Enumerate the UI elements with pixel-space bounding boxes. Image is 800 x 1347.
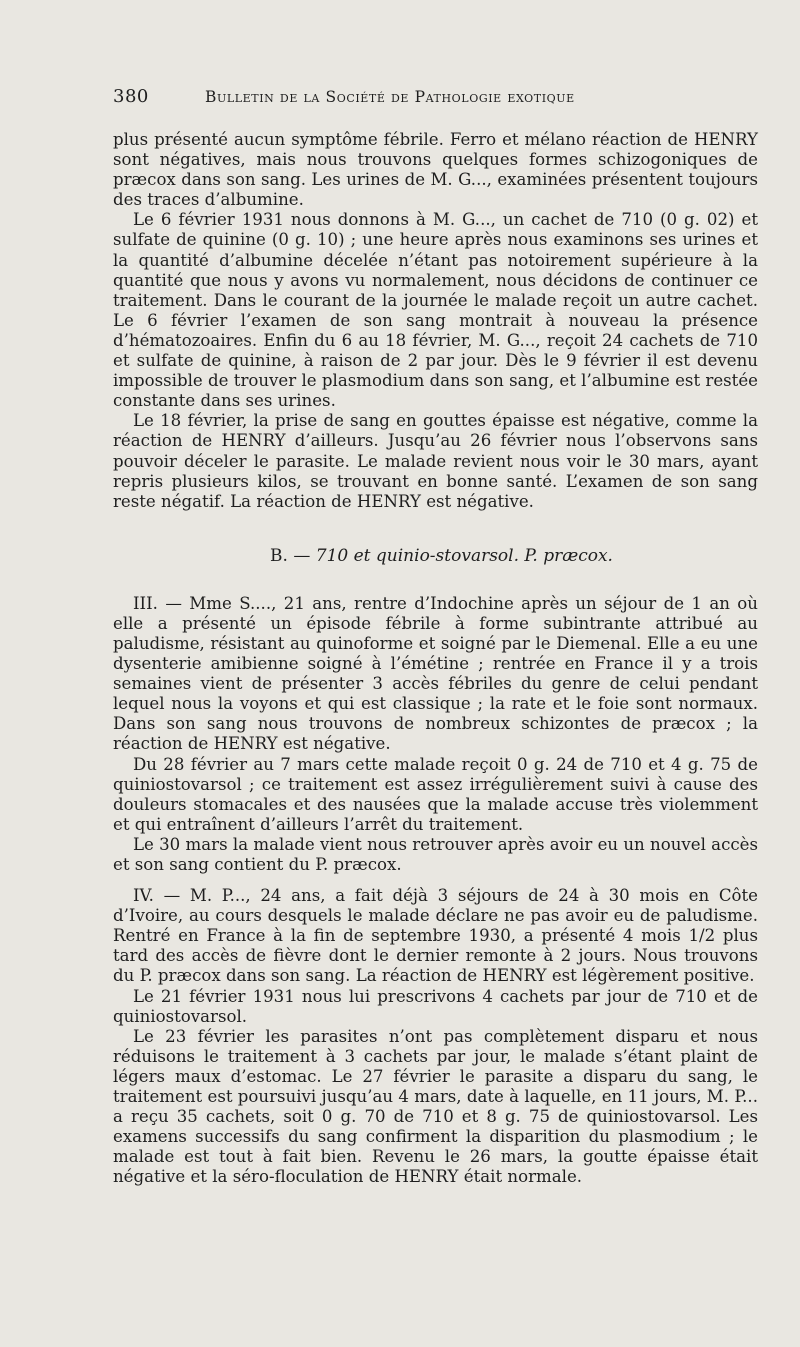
paragraph-case-iv-prescription: Le 21 février 1931 nous lui prescrivons 4 cachets par jour de 710 et de quiniostovarsol. bbox=[113, 986, 758, 1026]
journal-title: Bulletin de la Société de Pathologie exotique bbox=[205, 88, 575, 106]
paragraph-case-iii-relapse: Le 30 mars la malade vient nous retrouver après avoir eu un nouvel accès et son sang contient du P. præcox. bbox=[113, 834, 758, 874]
paragraph-feb18: Le 18 février, la prise de sang en gouttes épaisse est négative, comme la réaction de HENRY d’ailleurs. Jusqu’au 26 février nous l’observons sans pouvoir déceler le parasite. Le malade revient nous voir le 30 mars, ayant repris plusieurs kilos, se trouvant en bonne santé. L’examen de son sang reste négatif. La réaction de HENRY est négative. bbox=[113, 411, 758, 511]
paragraph-case-iii: III. — Mme S...., 21 ans, rentre d’Indochine après un séjour de 1 an où elle a présenté un épisode fébrile à forme subintrante attribué au paludisme, résistant au quinoforme et soigné par le Diemenal. Elle a eu une dysenterie amibienne soigné à l’émétine ; rentrée en France il y a trois semaines vient de présenter 3 accès fébriles du genre de celui pendant lequel nous la voyons et qui est classique ; la rate et le foie sont normaux. Dans son sang nous trouvons de nombreux schizontes de præcox ; la réaction de HENRY est négative. bbox=[113, 593, 758, 754]
section-subheading bbox=[113, 546, 758, 566]
paragraph-case-iv-outcome: Le 23 février les parasites n’ont pas complètement disparu et nous réduisons le traitement à 3 cachets par jour, le malade s’étant plaint de légers maux d’estomac. Le 27 février le parasite a disparu du sang, le traitement est poursuivi jusqu’au 4 mars, date à laquelle, en 11 jours, M. P... a reçu 35 cachets, soit 0 g. 70 de 710 et 8 g. 75 de quiniostovarsol. Les examens successifs du sang confirment la disparition du plasmodium ; le malade est tout à fait bien. Revenu le 26 mars, la goutte épaisse était négative et la séro-floculation de HENRY était normale. bbox=[113, 1026, 758, 1187]
paragraph-feb6: Le 6 février 1931 nous donnons à M. G..., un cachet de 710 (0 g. 02) et sulfate de quinine (0 g. 10) ; une heure après nous examinons ses urines et la quantité d’albumine décelée n’étant pas notoirement supérieure à la quantité que nous y avons vu normalement, nous décidons de continuer ce traitement. Dans le courant de la journée le malade reçoit un autre cachet. Le 6 février l’examen de son sang montrait à nouveau la présence d’hématozoaires. Enfin du 6 au 18 février, M. G..., reçoit 24 cachets de 710 et sulfate de quinine, à raison de 2 par jour. Dès le 9 février il est devenu impossible de trouver le plasmodium dans son sang, et l’albumine est restée constante dans ses urines. bbox=[113, 210, 758, 411]
running-header bbox=[113, 86, 758, 112]
subheading-title: 710 et quinio-stovarsol. P. præcox. bbox=[315, 545, 613, 566]
paragraph-case-iv: IV. — M. P..., 24 ans, a fait déjà 3 séjours de 24 à 30 mois en Côte d’Ivoire, au cours desquels le malade déclare ne pas avoir eu de paludisme. Rentré en France à la fin de septembre 1930, a présenté 4 mois 1/2 plus tard des accès de fièvre dont le dernier remonte à 2 jours. Nous trouvons du P. præcox dans son sang. La réaction de HENRY est légèrement positive. bbox=[113, 886, 758, 986]
paragraph-case-iii-treatment: Du 28 février au 7 mars cette malade reçoit 0 g. 24 de 710 et 4 g. 75 de quiniostovarsol ; ce traitement est assez irrégulièrement suivi à cause des douleurs stomacales et des nausées que la malade accuse très violemment et qui entraînent d’ailleurs l’arrêt du traitement. bbox=[113, 754, 758, 834]
subheading-label: B. bbox=[270, 545, 288, 566]
subheading-dash: — bbox=[293, 545, 311, 566]
article-body bbox=[113, 130, 758, 1188]
page-number: 380 bbox=[113, 86, 149, 107]
paragraph-continued: plus présenté aucun symptôme fébrile. Ferro et mélano réaction de HENRY sont négatives, mais nous trouvons quelques formes schizogoniques de præcox dans son sang. Les urines de M. G..., examinées présentent toujours des traces d’albumine. bbox=[113, 130, 758, 210]
